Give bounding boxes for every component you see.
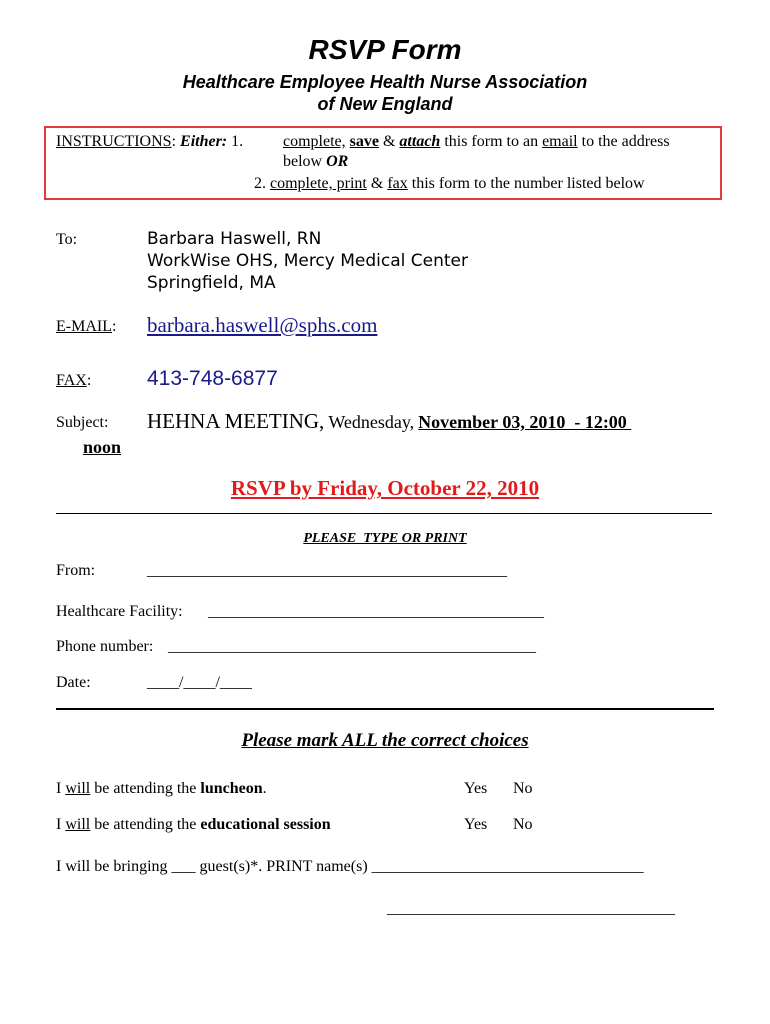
date-label: Date: <box>56 674 91 691</box>
divider <box>56 513 712 514</box>
choices-heading: Please mark ALL the correct choices <box>241 730 529 751</box>
meeting-noon: noon <box>83 437 122 457</box>
meeting-name: HEHNA MEETING, <box>147 409 325 433</box>
recipient-city: Springfield, MA <box>147 273 276 293</box>
instructions-item1: complete, save & attach this form to an email to the address <box>283 133 670 150</box>
educational-session-no[interactable]: No <box>513 816 533 833</box>
association-name-line2: of New England <box>317 94 453 114</box>
facility-field[interactable]: __________________________________________ <box>208 603 544 620</box>
luncheon-no[interactable]: No <box>513 780 533 797</box>
instructions-item2: 2. complete, print & fax this form to the number listed below <box>254 175 645 192</box>
guests-names-field[interactable]: ____________________________________ <box>387 900 675 917</box>
divider-thick <box>56 708 714 710</box>
from-label: From: <box>56 562 96 579</box>
subject-label: Subject: <box>56 414 109 431</box>
recipient-organization: WorkWise OHS, Mercy Medical Center <box>147 251 468 271</box>
email-keyword: email <box>542 133 578 150</box>
fax-label: FAX: <box>56 372 92 389</box>
attach-keyword: attach <box>399 133 441 150</box>
recipient-name: Barbara Haswell, RN <box>147 229 322 249</box>
facility-label: Healthcare Facility: <box>56 603 183 620</box>
rsvp-deadline: RSVP by Friday, October 22, 2010 <box>230 476 540 500</box>
instructions-either: Either: <box>180 133 228 150</box>
phone-label: Phone number: <box>56 638 154 655</box>
please-print-note: PLEASE TYPE OR PRINT <box>303 531 467 546</box>
instructions-line1: INSTRUCTIONS: Either: 1. <box>56 133 244 150</box>
or-keyword: OR <box>326 153 349 170</box>
guests-question[interactable]: I will be bringing ___ guest(s)*. PRINT name(s) __________________________________ <box>56 858 644 875</box>
educational-session-question: I will be attending the educational session <box>56 816 331 833</box>
luncheon-yes[interactable]: Yes <box>464 780 488 797</box>
meeting-datetime: November 03, 2010 - 12:00 <box>418 412 632 432</box>
fax-number: 413-748-6877 <box>147 367 278 390</box>
save-keyword: save <box>349 133 379 150</box>
email-label: E-MAIL: <box>56 318 117 335</box>
from-field[interactable]: _____________________________________________ <box>147 562 507 579</box>
subject-text: HEHNA MEETING, Wednesday, November 03, 2010 - 12:00 <box>147 409 632 433</box>
instructions-label: INSTRUCTIONS <box>56 133 172 150</box>
to-label: To: <box>56 231 78 248</box>
fax-keyword: fax <box>387 175 408 192</box>
date-field[interactable]: ____/____/____ <box>147 674 252 691</box>
luncheon-question: I will be attending the luncheon. <box>56 780 267 797</box>
educational-session-yes[interactable]: Yes <box>464 816 488 833</box>
phone-field[interactable]: ______________________________________________ <box>168 638 536 655</box>
page-title: RSVP Form <box>308 34 462 65</box>
recipient-address <box>147 228 468 294</box>
instructions-item1-cont: below OR <box>283 153 349 170</box>
email-link[interactable]: barbara.haswell@sphs.com <box>147 313 378 337</box>
association-name-line1: Healthcare Employee Health Nurse Association <box>182 72 588 92</box>
